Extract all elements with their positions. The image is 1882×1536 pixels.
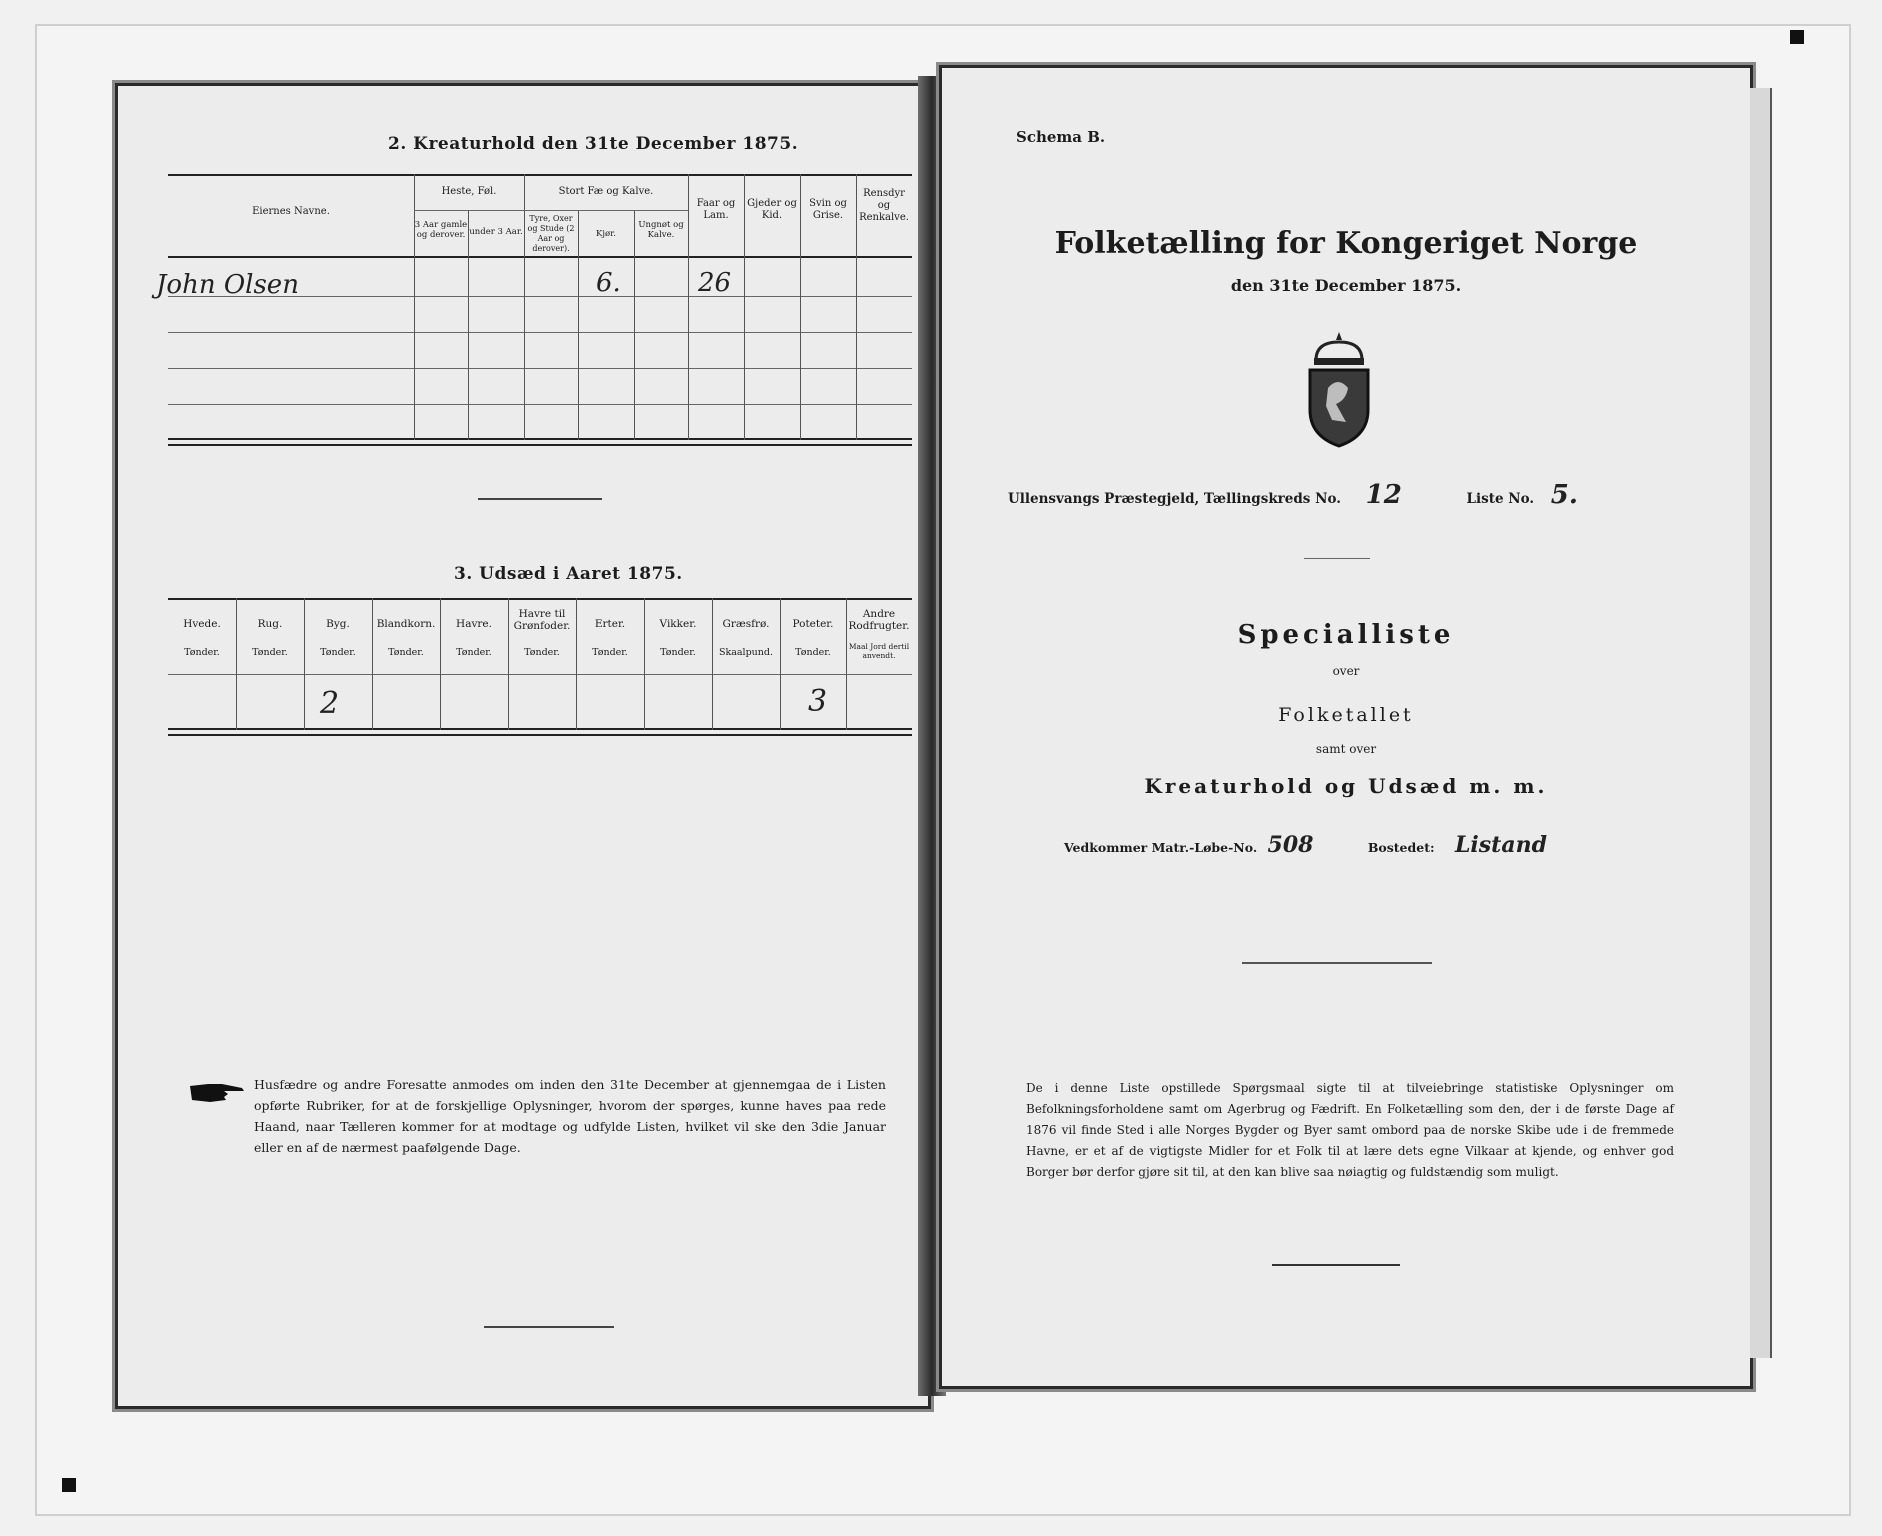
- district-prefix: Ullensvangs Præstegjeld, Tællingskreds No.: [1008, 491, 1341, 507]
- coat-of-arms-icon: [1302, 330, 1376, 450]
- folketallet-text: Folketallet: [1278, 704, 1414, 726]
- bostedet-value: Listand: [1454, 832, 1547, 858]
- seed-col-7-name: Erter.: [594, 618, 626, 630]
- table-col-rule: [468, 210, 469, 440]
- district-line: [1008, 480, 1578, 510]
- samt-over-text: samt over: [1315, 742, 1377, 756]
- col-sheep: Faar og Lam.: [696, 198, 736, 221]
- separator: [484, 1326, 614, 1328]
- table-col-rule: [634, 210, 635, 440]
- col-cattle-c: Ungnøt og Kalve.: [638, 220, 684, 240]
- bostedet-prefix: Bostedet:: [1367, 840, 1435, 855]
- barley-value: 2: [320, 686, 340, 721]
- seed-col-5-unit: Tønder.: [456, 647, 492, 658]
- list-prefix: Liste No.: [1466, 491, 1535, 507]
- table-rule: [168, 674, 912, 675]
- seed-col-7-unit: Tønder.: [592, 647, 628, 658]
- col-cattle-b: Kjør.: [596, 229, 616, 239]
- district-no: 12: [1365, 480, 1402, 510]
- seed-col-9-name: Græsfrø.: [722, 618, 770, 630]
- seed-col-2-unit: Tønder.: [252, 647, 288, 658]
- table-rule: [168, 728, 912, 730]
- seed-col-10-unit: Tønder.: [795, 647, 831, 658]
- section3-title: 3. Udsæd i Aaret 1875.: [454, 564, 683, 584]
- col-goats: Gjeder og Kid.: [747, 198, 797, 221]
- over-text: over: [1332, 664, 1360, 678]
- col-horses-a: 3 Aar gamle og derover.: [414, 220, 468, 240]
- seed-col-10-name: Poteter.: [792, 618, 834, 630]
- table-col-rule: [414, 174, 415, 440]
- corner-mark: [62, 1478, 76, 1492]
- matr-prefix: Vedkommer Matr.-Løbe-No.: [1064, 840, 1258, 855]
- separator: [1272, 1264, 1400, 1266]
- seed-col-6-name: Havre til Grønfoder.: [513, 608, 571, 632]
- main-title: Folketælling for Kongeriget Norge: [1054, 226, 1638, 261]
- table-rule: [168, 444, 912, 446]
- seed-col-4-unit: Tønder.: [388, 647, 424, 658]
- col-reindeer: Rensdyr og Renkalve.: [859, 188, 909, 223]
- table-col-rule: [578, 210, 579, 440]
- census-date: den 31te December 1875.: [1230, 276, 1462, 295]
- corner-mark: [1790, 30, 1804, 44]
- cows-count: 6.: [596, 268, 621, 298]
- pointing-hand-icon: [188, 1080, 248, 1104]
- table-rule: [414, 210, 688, 211]
- right-page: [942, 68, 1750, 1386]
- seed-col-9-unit: Skaalpund.: [718, 647, 774, 658]
- seed-col-2-name: Rug.: [257, 618, 283, 630]
- section2-title: 2. Kreaturhold den 31te December 1875.: [388, 134, 799, 154]
- col-pigs: Svin og Grise.: [809, 198, 847, 221]
- seed-col-1-name: Hvede.: [183, 618, 221, 630]
- specialliste-heading: Specialliste: [1237, 620, 1455, 650]
- list-no: 5.: [1550, 480, 1578, 510]
- kreaturhold-text: Kreaturhold og Udsæd m. m.: [1144, 774, 1548, 798]
- separator: [1304, 558, 1370, 559]
- seed-col-6-unit: Tønder.: [524, 647, 560, 658]
- owner-name: John Olsen: [156, 270, 299, 300]
- seed-col-3-name: Byg.: [326, 618, 350, 630]
- schema-label: Schema B.: [1016, 128, 1106, 146]
- matr-no: 508: [1267, 832, 1314, 858]
- notice-text: Husfædre og andre Foresatte anmodes om inden den 31te December at gjennemgaa de i Listen opførte Rubriker, for at de forskjellige Oplysninger, hvorom der spørges, kunne haves paa rede Haand, naar Tælleren kommer for at modtage og udfylde Listen, hvilket vil ske den 3die Januar eller en af de nærmest paafølgende Dage.: [254, 1077, 886, 1155]
- table-rule: [168, 598, 912, 600]
- sheep-count: 26: [698, 268, 732, 298]
- table-rule: [168, 734, 912, 736]
- col-horses-b: under 3 Aar.: [469, 227, 523, 237]
- separator: [1242, 962, 1432, 964]
- seed-col-11-unit: Maal Jord dertil anvendt.: [848, 642, 910, 660]
- seed-col-4-name: Blandkorn.: [376, 618, 436, 630]
- seed-col-3-unit: Tønder.: [320, 647, 356, 658]
- seed-col-8-unit: Tønder.: [660, 647, 696, 658]
- matr-line: [1064, 832, 1547, 858]
- seed-col-1-unit: Tønder.: [184, 647, 220, 658]
- seed-col-8-name: Vikker.: [659, 618, 697, 630]
- footnote-text: De i denne Liste opstillede Spørgsmaal sigte til at tilveiebringe statistiske Oplysninger om Befolkningsforholdene samt om Agerbrug og Fædrift. En Folketælling som den, der i de første Dage af 1876 vil finde Sted i alle Norges Bygder og Byer samt ombord paa de norske Skibe ude i de fremmede Havne, er et af de vigtigste Midler for et Folk til at lære dets egne Vilkaar at kjende, og enhver god Borger bør derfor gjøre sit til, at den kan blive saa nøiagtig og fuldstændig som muligt.: [1026, 1081, 1674, 1179]
- col-horses: Heste, Føl.: [441, 186, 497, 197]
- seed-col-5-name: Havre.: [456, 618, 492, 630]
- col-owner: Eiernes Navne.: [252, 206, 330, 217]
- col-cattle: Stort Fæ og Kalve.: [558, 186, 654, 197]
- col-cattle-a: Tyre, Oxer og Stude (2 Aar og derover).: [527, 214, 575, 253]
- seed-col-11-name: Andre Rodfrugter.: [848, 608, 910, 632]
- potato-value: 3: [808, 684, 828, 719]
- left-page: [118, 86, 928, 1406]
- separator: [478, 498, 602, 500]
